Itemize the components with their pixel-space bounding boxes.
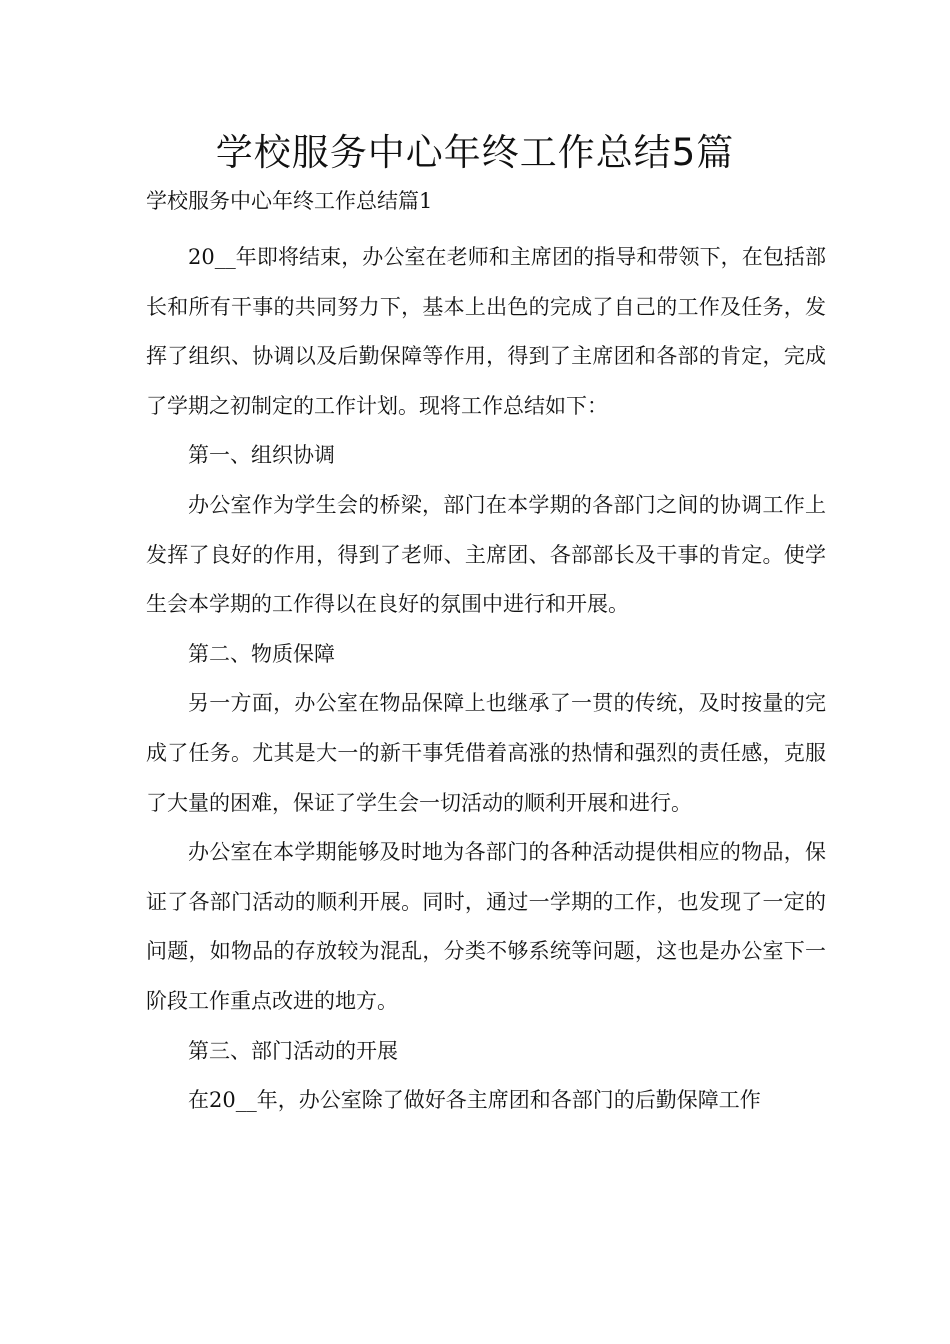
paragraph-material-1: 另一方面，办公室在物品保障上也继承了一贯的传统，及时按量的完成了任务。尤其是大一的新干事凭借着高涨的热情和强烈的责任感，克服了大量的困难，保证了学生会一切活动的顺利开展和进行。 — [146, 691, 826, 815]
paragraph-organization: 办公室作为学生会的桥梁，部门在本学期的各部门之间的协调工作上发挥了良好的作用，得到了老师、主席团、各部部长及干事的肯定。使学生会本学期的工作得以在良好的氛围中进行和开展。 — [146, 492, 826, 617]
section-heading-activities: 第三、部门活动的开展 — [188, 1038, 398, 1063]
paragraph-material-2: 办公室在本学期能够及时地为各部门的各种活动提供相应的物品，保证了各部门活动的顺利开展。同时，通过一学期的工作，也发现了一定的问题，如物品的存放较为混乱，分类不够系统等问题，这也是办公室下一阶段工作重点改进的地方。 — [146, 840, 826, 1013]
section-heading-material: 第二、物质保障 — [188, 641, 335, 666]
section-heading-organization: 第一、组织协调 — [188, 443, 335, 468]
document-subtitle: 学校服务中心年终工作总结篇1 — [146, 189, 433, 213]
document-body — [146, 233, 826, 1126]
document-title: 学校服务中心年终工作总结5篇 — [215, 131, 735, 174]
paragraph-intro: 20__年即将结束，办公室在老师和主席团的指导和带领下，在包括部长和所有干事的共同努力下，基本上出色的完成了自己的工作及任务，发挥了组织、协调以及后勤保障等作用，得到了主席团和各部的肯定，完成了学期之初制定的工作计划。现将工作总结如下： — [146, 245, 826, 418]
paragraph-activities: 在20__年，办公室除了做好各主席团和各部门的后勤保障工作 — [188, 1088, 761, 1113]
